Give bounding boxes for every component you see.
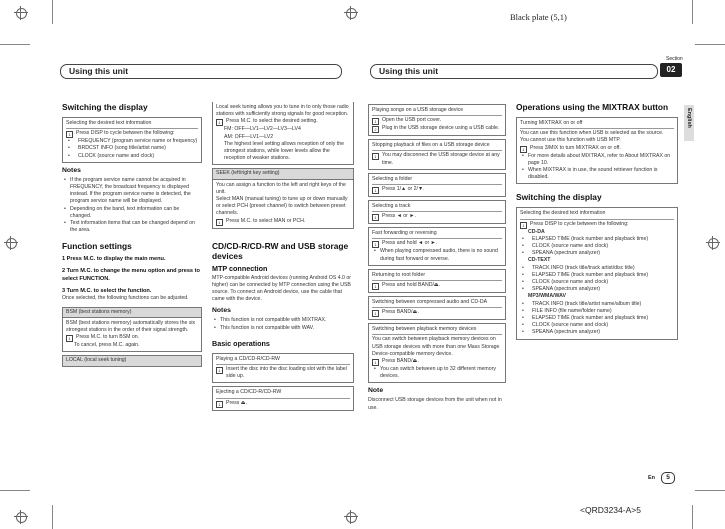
body-text: FM: OFF—LV1—LV2—LV3—LV4 — [224, 126, 301, 133]
list-item: • SPEANA (spectrum analyzer) — [520, 329, 674, 336]
box-heading: Switching between playback memory devices — [372, 326, 502, 335]
list-item: • FILE INFO (file name/folder name) — [520, 308, 674, 315]
step: 1 Press M.C. to turn BSM on. — [66, 334, 198, 342]
note-item: • You can switch between up to 32 different memory devices. — [372, 366, 502, 380]
body-text: To cancel, press M.C. again. — [74, 342, 140, 349]
body-text: Disconnect USB storage devices from the unit when not in use. — [368, 397, 502, 411]
crop-mark — [695, 490, 725, 491]
box-heading: Selecting the desired text information — [520, 210, 674, 219]
list-item: • CLOCK (source name and clock) — [520, 279, 674, 286]
step: 1 Press and hold BAND/⏏. — [372, 282, 502, 290]
footer-lang: En — [648, 475, 656, 481]
header-title: Using this unit — [379, 66, 439, 76]
registration-mark — [706, 236, 720, 250]
group-title: CD-DA — [528, 228, 545, 235]
info-box — [212, 386, 354, 410]
step: 1 Press ⏏. — [216, 400, 350, 408]
crop-mark — [0, 490, 30, 491]
box-heading: Playing songs on a USB storage device — [372, 107, 502, 116]
info-box — [368, 296, 506, 320]
step: 1 Press DISP to cycle between the following: — [520, 221, 674, 229]
info-box — [212, 180, 354, 229]
body-text: You cannot use this function with USB MTP. — [520, 137, 621, 144]
note-item: • This function is not compatible with MIXTRAX. — [212, 317, 354, 324]
section-title: CD/CD-R/CD-RW and USB storage devices — [212, 240, 349, 261]
step: 1 Press BAND/⏏. — [372, 358, 502, 366]
column-4 — [516, 102, 678, 343]
column-3 — [368, 104, 506, 412]
body-text: MTP-compatible Android devices (running Android OS 4.0 or higher) can be connected by MTP connection using the USB source. To connect an Android device, use the cable that came with the device. — [212, 274, 351, 303]
body-text: The highest level setting allows reception of only the strongest stations, while lower levels allow the reception of weaker stations. — [224, 140, 344, 162]
subsection-title: Basic operations — [212, 338, 270, 348]
info-box — [368, 104, 506, 136]
list-item: • SPEANA (spectrum analyzer) — [520, 250, 674, 257]
list-item: • ELAPSED TIME (track number and playback time) — [520, 236, 674, 243]
list-item: • ELAPSED TIME (track number and playback time) — [520, 315, 674, 322]
body-text: You can assign a function to the left and right keys of the unit. — [216, 181, 346, 195]
info-box — [368, 323, 506, 383]
crop-mark — [52, 505, 53, 529]
step: 1 Press ◄ or ►. — [372, 213, 502, 221]
body-text: You can use this function when USB is selected as the source. — [520, 130, 664, 137]
info-box — [368, 139, 506, 170]
note-item: • Text information items that can be changed depend on the area. — [62, 220, 202, 234]
box-heading: Selecting the desired text information — [66, 120, 198, 129]
info-box — [368, 173, 506, 197]
step: 1 Press BAND/⏏. — [372, 309, 502, 317]
box-heading: Ejecting a CD/CD-R/CD-RW — [216, 389, 350, 398]
info-box — [516, 207, 678, 339]
note-item: • This function is not compatible with WAV. — [212, 325, 354, 332]
notes-title: Notes — [62, 166, 81, 174]
info-box — [368, 227, 506, 266]
step: 1 You may disconnect the USB storage device at any time. — [372, 152, 502, 166]
info-box — [212, 102, 354, 165]
list-item: • CLOCK (source name and clock) — [66, 153, 198, 160]
notes-title: Note — [368, 387, 384, 395]
group-title: MP3/WMA/WAV — [528, 293, 566, 300]
column-1 — [62, 102, 202, 367]
info-box — [368, 269, 506, 293]
body-text: BSM (best stations memory) automatically stores the six strongest stations in the order of their signal strength. — [66, 319, 196, 334]
section-label: Section — [666, 56, 683, 62]
box-heading: Returning to root folder — [372, 272, 502, 281]
section-title: Operations using the MIXTRAX button — [516, 102, 669, 112]
crop-mark — [0, 44, 30, 45]
list-item: • TRACK INFO (track title/track artist/disc title) — [520, 265, 674, 272]
crop-mark — [52, 0, 53, 24]
registration-mark — [14, 510, 28, 524]
body-text: AM: OFF—LV1—LV2 — [224, 133, 274, 140]
header-bar-right — [370, 64, 658, 79]
step-heading: 3 Turn M.C. to select the function. — [62, 288, 152, 295]
crop-mark — [692, 0, 693, 24]
subsection-title: MTP connection — [212, 263, 268, 273]
note-item: • If the program service name cannot be acquired in FREQUENCY, the broadcast frequency is displayed instead. If the program service name is detected, the program service name will be displayed. — [62, 177, 202, 206]
step: 1 Press M.C. to select the desired setting. — [216, 118, 350, 126]
section-number: 02 — [660, 63, 682, 77]
step: 2 Plug in the USB storage device using a USB cable. — [372, 125, 502, 133]
info-box — [516, 117, 678, 184]
box-heading: Selecting a track — [372, 203, 502, 212]
registration-mark — [14, 6, 28, 20]
language-label: English — [686, 108, 692, 128]
page-number: 5 — [661, 472, 675, 484]
body-text: Local seek tuning allows you to tune in to only those radio stations with sufficiently strong signals for good reception. — [216, 104, 349, 118]
section-title: Function settings — [62, 241, 132, 252]
list-item: • SPEANA (spectrum analyzer) — [520, 286, 674, 293]
box-heading: Selecting a folder — [372, 176, 502, 185]
section-title: Switching the display — [516, 192, 602, 203]
notes-title: Notes — [212, 307, 231, 315]
column-2 — [212, 102, 354, 414]
note-item: • Depending on the band, text information can be changed. — [62, 206, 202, 220]
info-box — [212, 353, 354, 384]
registration-mark — [344, 6, 358, 20]
list-item: • ELAPSED TIME (track number and playback time) — [520, 272, 674, 279]
note-item: • For more details about MIXTRAX, refer to About MIXTRAX on page 10. — [520, 153, 674, 167]
step-heading: 1 Press M.C. to display the main menu. — [62, 256, 166, 263]
body-text: Select MAN (manual tuning) to tune up or down manually or select PCH (preset channel) to switch between preset channels. — [216, 196, 348, 217]
header-bar-left — [60, 64, 342, 79]
box-heading: Switching between compressed audio and CD-DA — [372, 299, 502, 308]
note-item: • When MIXTRAX is in use, the sound retriever function is disabled. — [520, 167, 674, 181]
registration-mark — [4, 236, 18, 250]
function-heading: LOCAL (local seek tuning) — [62, 355, 202, 366]
box-heading: Turning MIXTRAX on or off — [520, 120, 674, 129]
list-item: • BRDCST INFO (song title/artist name) — [66, 145, 198, 152]
list-item: • CLOCK (source name and clock) — [520, 322, 674, 329]
crop-mark — [692, 505, 693, 529]
step: 1 Press DISP to cycle between the following: — [66, 130, 198, 138]
group-title: CD-TEXT — [528, 257, 551, 264]
plate-label: Black plate (5,1) — [510, 12, 567, 22]
body-text: You can switch between playback memory devices on USB storage devices with more than one Mass Storage Device-compatible memory device. — [372, 336, 500, 357]
body-text: Once selected, the following functions can be adjusted. — [62, 295, 189, 302]
info-box — [62, 117, 202, 163]
step: 1 Open the USB port cover. — [372, 117, 502, 125]
step: 1 Press 1/▲ or 2/▼. — [372, 186, 502, 194]
step: 1 Press 3/MIX to turn MIXTRAX on or off. — [520, 145, 674, 153]
step-heading: 2 Turn M.C. to change the menu option and press to select FUNCTION. — [62, 268, 200, 283]
info-box — [62, 318, 202, 353]
header-title: Using this unit — [69, 66, 129, 76]
list-item: • FREQUENCY (program service name or frequency) — [66, 138, 198, 145]
step: 1 Insert the disc into the disc loading slot with the label side up. — [216, 366, 350, 380]
note-item: • When playing compressed audio, there is no sound during fast forward or reverse. — [372, 248, 502, 262]
function-heading: SEEK (left/right key setting) — [212, 168, 354, 179]
document-code: <QRD3234-A>5 — [580, 505, 641, 515]
step: 1 Press M.C. to select MAN or PCH. — [216, 218, 350, 226]
box-heading: Stopping playback of files on a USB storage device — [372, 142, 502, 151]
box-heading: Playing a CD/CD-R/CD-RW — [216, 356, 350, 365]
function-heading: BSM (best stations memory) — [62, 307, 202, 318]
step: 1 Press and hold ◄ or ►. — [372, 240, 502, 248]
list-item: • CLOCK (source name and clock) — [520, 243, 674, 250]
crop-mark — [695, 44, 725, 45]
registration-mark — [344, 510, 358, 524]
info-box — [368, 200, 506, 224]
box-heading: Fast forwarding or reversing — [372, 230, 502, 239]
section-title: Switching the display — [62, 102, 148, 112]
list-item: • TRACK INFO (track title/artist name/album title) — [520, 301, 674, 308]
